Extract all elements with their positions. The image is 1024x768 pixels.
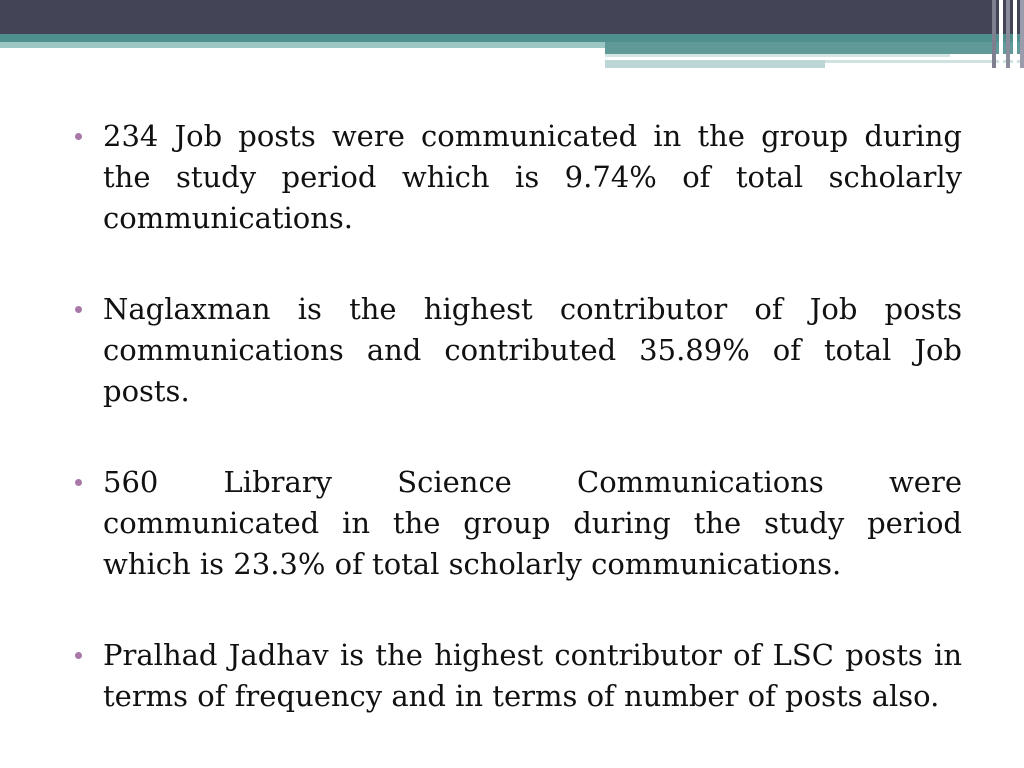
header-dark-bar: [0, 0, 1024, 34]
bullet-dot-icon: [75, 479, 82, 486]
bullet-dot-icon: [75, 133, 82, 140]
header-teal-bar: [0, 34, 1024, 42]
slide-body: [74, 116, 962, 717]
bullet-text: 560 Library Science Communications were communicated in the group during the study period which is 23.3% of total scholarly communications.: [103, 465, 962, 581]
bullet-list: [74, 116, 962, 717]
header-light-teal-bar: [0, 42, 605, 48]
bullet-text: Naglaxman is the highest contributor of Job posts communications and contributed 35.89% of total Job posts.: [103, 292, 962, 408]
header-pale-line-2: [605, 60, 825, 68]
bullet-item: [74, 289, 962, 412]
bullet-item: [74, 635, 962, 717]
bullet-text: Pralhad Jadhav is the highest contributor of LSC posts in terms of frequency and in terms of number of posts also.: [103, 638, 962, 713]
header-pale-line-1: [605, 54, 950, 57]
bullet-text: 234 Job posts were communicated in the group during the study period which is 9.74% of total scholarly communications.: [103, 119, 962, 235]
bullet-item: [74, 116, 962, 239]
bullet-dot-icon: [75, 306, 82, 313]
bullet-dot-icon: [75, 652, 82, 659]
header-step-block: [605, 42, 1024, 54]
header-stripes-decoration: [990, 0, 1024, 68]
bullet-item: [74, 462, 962, 585]
